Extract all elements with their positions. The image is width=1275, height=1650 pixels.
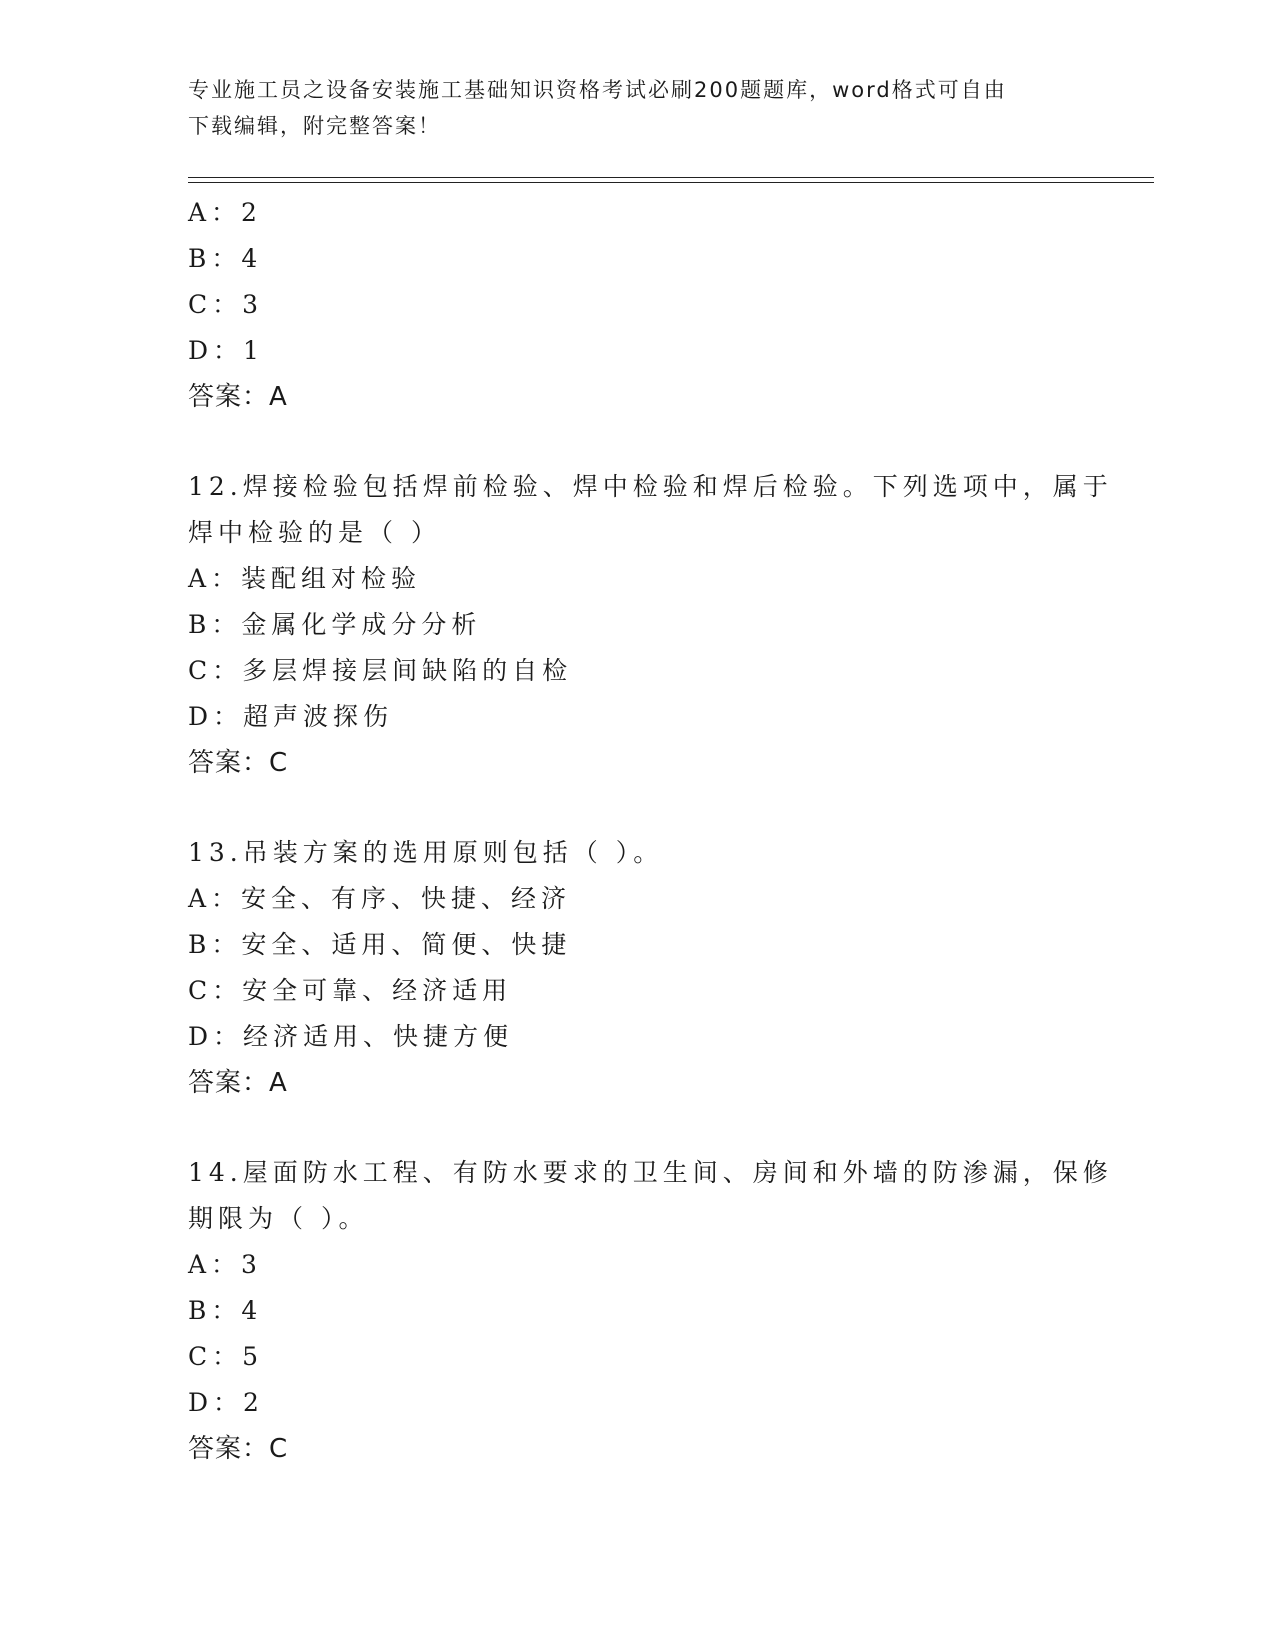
option-a: A：3 [188, 1250, 262, 1279]
question-title-line-1: 12.焊接检验包括焊前检验、焊中检验和焊后检验。下列选项中，属于 [188, 472, 1113, 501]
question-title-line-2: 期限为（ ）。 [188, 1204, 369, 1233]
answer: 答案：A [188, 382, 288, 412]
answer: 答案：A [188, 1068, 288, 1098]
option-b: B：4 [188, 244, 263, 273]
question-13 [188, 830, 1088, 1106]
answer: 答案：C [188, 1434, 289, 1464]
question-title-line-2: 焊中检验的是（ ） [188, 518, 441, 547]
option-d: D：2 [188, 1388, 264, 1417]
question-11-options [188, 190, 1088, 420]
question-14 [188, 1150, 1113, 1472]
question-12 [188, 464, 1113, 786]
document-header [188, 72, 1068, 144]
question-title-line-1: 14.屋面防水工程、有防水要求的卫生间、房间和外墙的防渗漏，保修 [188, 1158, 1113, 1187]
header-line-1: 专业施工员之设备安装施工基础知识资格考试必刷200题题库，word格式可自由 [188, 78, 1007, 102]
option-d: D：超声波探伤 [188, 702, 394, 731]
option-a: A：2 [188, 198, 262, 227]
header-divider-bottom [188, 182, 1154, 183]
question-title-line-1: 13.吊装方案的选用原则包括（ ）。 [188, 838, 664, 867]
option-a: A：安全、有序、快捷、经济 [188, 884, 572, 913]
option-b: B：4 [188, 1296, 263, 1325]
option-c: C：3 [188, 290, 264, 319]
option-c: C：安全可靠、经济适用 [188, 976, 513, 1005]
option-b: B：安全、适用、简便、快捷 [188, 930, 572, 959]
option-b: B：金属化学成分分析 [188, 610, 482, 639]
option-c: C：5 [188, 1342, 264, 1371]
header-line-2: 下载编辑，附完整答案！ [188, 114, 441, 138]
option-c: C：多层焊接层间缺陷的自检 [188, 656, 573, 685]
option-d: D：经济适用、快捷方便 [188, 1022, 514, 1051]
option-d: D：1 [188, 336, 264, 365]
header-divider-top [188, 177, 1154, 178]
answer: 答案：C [188, 748, 289, 778]
option-a: A：装配组对检验 [188, 564, 422, 593]
question-content [188, 190, 1113, 1472]
